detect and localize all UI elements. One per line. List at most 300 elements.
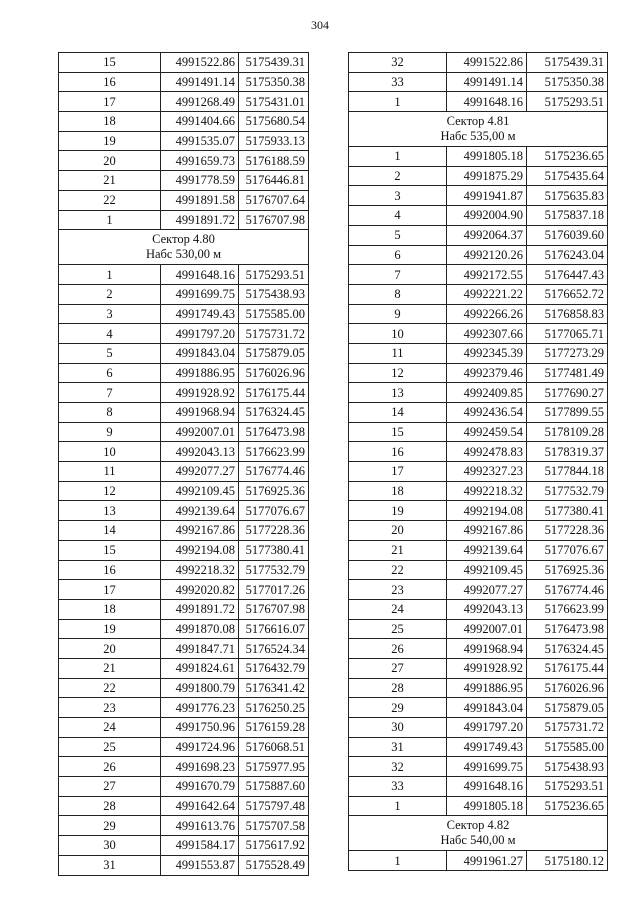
y-coordinate-cell: 5178319.37 [527, 442, 608, 462]
table-row [349, 580, 608, 600]
table-row [59, 737, 309, 757]
table-row [59, 718, 309, 738]
y-coordinate-cell: 5177380.41 [239, 540, 309, 560]
table-row [349, 796, 608, 816]
point-number-cell: 21 [59, 658, 161, 678]
table-row [349, 560, 608, 580]
y-coordinate-cell: 5175528.49 [239, 855, 309, 875]
y-coordinate-cell: 5176159.28 [239, 718, 309, 738]
x-coordinate-cell: 4991553.87 [161, 855, 239, 875]
point-number-cell: 25 [59, 737, 161, 757]
point-number-cell: 19 [349, 501, 447, 521]
table-row [349, 521, 608, 541]
x-coordinate-cell: 4991698.23 [161, 757, 239, 777]
y-coordinate-cell: 5177065.71 [527, 324, 608, 344]
x-coordinate-cell: 4992194.08 [161, 540, 239, 560]
table-row [349, 186, 608, 206]
sector-header-row [349, 816, 608, 851]
point-number-cell: 32 [349, 53, 447, 73]
point-number-cell: 26 [349, 639, 447, 659]
y-coordinate-cell: 5175438.93 [527, 757, 608, 777]
x-coordinate-cell: 4992004.90 [447, 206, 527, 226]
point-number-cell: 7 [349, 265, 447, 285]
left-coordinate-table [58, 52, 308, 876]
table-row [59, 678, 309, 698]
point-number-cell: 5 [59, 343, 161, 363]
x-coordinate-cell: 4992139.64 [161, 501, 239, 521]
point-number-cell: 14 [349, 403, 447, 423]
table-row [349, 757, 608, 777]
point-number-cell: 33 [349, 72, 447, 92]
y-coordinate-cell: 5175887.60 [239, 777, 309, 797]
x-coordinate-cell: 4991886.95 [447, 678, 527, 698]
table-row [59, 72, 309, 92]
x-coordinate-cell: 4991491.14 [161, 72, 239, 92]
x-coordinate-cell: 4992379.46 [447, 363, 527, 383]
y-coordinate-cell: 5175439.31 [527, 53, 608, 73]
point-number-cell: 6 [349, 245, 447, 265]
y-coordinate-cell: 5175236.65 [527, 796, 608, 816]
point-number-cell: 3 [349, 186, 447, 206]
x-coordinate-cell: 4991642.64 [161, 796, 239, 816]
table-row [349, 718, 608, 738]
table-row [349, 481, 608, 501]
coordinate-table [348, 52, 608, 871]
table-row [349, 540, 608, 560]
point-number-cell: 24 [59, 718, 161, 738]
table-row [59, 403, 309, 423]
x-coordinate-cell: 4991268.49 [161, 92, 239, 112]
table-row [59, 422, 309, 442]
y-coordinate-cell: 5175585.00 [239, 304, 309, 324]
y-coordinate-cell: 5176707.64 [239, 190, 309, 210]
point-number-cell: 21 [59, 171, 161, 191]
point-number-cell: 28 [59, 796, 161, 816]
x-coordinate-cell: 4991584.17 [161, 836, 239, 856]
table-row [349, 166, 608, 186]
x-coordinate-cell: 4992043.13 [447, 599, 527, 619]
x-coordinate-cell: 4992459.54 [447, 422, 527, 442]
point-number-cell: 27 [349, 658, 447, 678]
x-coordinate-cell: 4991843.04 [161, 343, 239, 363]
table-row [349, 324, 608, 344]
table-row [59, 324, 309, 344]
table-row [349, 422, 608, 442]
point-number-cell: 21 [349, 540, 447, 560]
point-number-cell: 28 [349, 678, 447, 698]
x-coordinate-cell: 4992266.26 [447, 304, 527, 324]
x-coordinate-cell: 4992409.85 [447, 383, 527, 403]
y-coordinate-cell: 5176858.83 [527, 304, 608, 324]
y-coordinate-cell: 5176623.99 [239, 442, 309, 462]
table-row [59, 855, 309, 875]
table-row [59, 112, 309, 132]
point-number-cell: 1 [349, 796, 447, 816]
point-number-cell: 3 [59, 304, 161, 324]
x-coordinate-cell: 4992020.82 [161, 580, 239, 600]
x-coordinate-cell: 4991843.04 [447, 698, 527, 718]
table-row [59, 171, 309, 191]
point-number-cell: 11 [59, 462, 161, 482]
point-number-cell: 1 [59, 210, 161, 230]
x-coordinate-cell: 4992064.37 [447, 225, 527, 245]
coordinate-table [58, 52, 309, 876]
y-coordinate-cell: 5176774.46 [527, 580, 608, 600]
table-row [349, 658, 608, 678]
x-coordinate-cell: 4991778.59 [161, 171, 239, 191]
table-row [349, 462, 608, 482]
table-row [59, 462, 309, 482]
y-coordinate-cell: 5176473.98 [527, 619, 608, 639]
y-coordinate-cell: 5176324.45 [239, 403, 309, 423]
x-coordinate-cell: 4991870.08 [161, 619, 239, 639]
y-coordinate-cell: 5175585.00 [527, 737, 608, 757]
point-number-cell: 9 [349, 304, 447, 324]
table-row [349, 72, 608, 92]
y-coordinate-cell: 5175439.31 [239, 53, 309, 73]
x-coordinate-cell: 4991613.76 [161, 816, 239, 836]
point-number-cell: 15 [59, 53, 161, 73]
x-coordinate-cell: 4991659.73 [161, 151, 239, 171]
table-row [349, 225, 608, 245]
y-coordinate-cell: 5177532.79 [527, 481, 608, 501]
y-coordinate-cell: 5175879.05 [527, 698, 608, 718]
point-number-cell: 29 [59, 816, 161, 836]
x-coordinate-cell: 4991875.29 [447, 166, 527, 186]
x-coordinate-cell: 4991805.18 [447, 147, 527, 167]
table-row [349, 92, 608, 112]
point-number-cell: 33 [349, 777, 447, 797]
y-coordinate-cell: 5176925.36 [527, 560, 608, 580]
y-coordinate-cell: 5176925.36 [239, 481, 309, 501]
point-number-cell: 1 [59, 265, 161, 285]
x-coordinate-cell: 4991824.61 [161, 658, 239, 678]
x-coordinate-cell: 4992109.45 [447, 560, 527, 580]
x-coordinate-cell: 4992436.54 [447, 403, 527, 423]
point-number-cell: 30 [349, 718, 447, 738]
point-number-cell: 29 [349, 698, 447, 718]
y-coordinate-cell: 5176447.43 [527, 265, 608, 285]
y-coordinate-cell: 5175350.38 [527, 72, 608, 92]
table-row [59, 210, 309, 230]
table-row [59, 777, 309, 797]
point-number-cell: 16 [59, 560, 161, 580]
point-number-cell: 7 [59, 383, 161, 403]
point-number-cell: 30 [59, 836, 161, 856]
point-number-cell: 24 [349, 599, 447, 619]
table-row [349, 619, 608, 639]
y-coordinate-cell: 5176707.98 [239, 599, 309, 619]
x-coordinate-cell: 4991847.71 [161, 639, 239, 659]
table-row [349, 737, 608, 757]
x-coordinate-cell: 4991928.92 [161, 383, 239, 403]
point-number-cell: 2 [59, 284, 161, 304]
table-row [59, 151, 309, 171]
y-coordinate-cell: 5175977.95 [239, 757, 309, 777]
table-row [349, 147, 608, 167]
x-coordinate-cell: 4992194.08 [447, 501, 527, 521]
y-coordinate-cell: 5175731.72 [239, 324, 309, 344]
point-number-cell: 12 [349, 363, 447, 383]
table-row [59, 501, 309, 521]
table-row [349, 639, 608, 659]
y-coordinate-cell: 5176026.96 [239, 363, 309, 383]
table-row [59, 265, 309, 285]
point-number-cell: 22 [59, 190, 161, 210]
sector-title: Сектор 4.82 [446, 818, 510, 833]
table-row [59, 796, 309, 816]
y-coordinate-cell: 5176341.42 [239, 678, 309, 698]
y-coordinate-cell: 5175731.72 [527, 718, 608, 738]
x-coordinate-cell: 4991522.86 [447, 53, 527, 73]
x-coordinate-cell: 4992167.86 [161, 521, 239, 541]
y-coordinate-cell: 5177481.49 [527, 363, 608, 383]
x-coordinate-cell: 4991941.87 [447, 186, 527, 206]
y-coordinate-cell: 5176324.45 [527, 639, 608, 659]
table-row [59, 658, 309, 678]
point-number-cell: 20 [349, 521, 447, 541]
point-number-cell: 16 [349, 442, 447, 462]
x-coordinate-cell: 4992172.55 [447, 265, 527, 285]
x-coordinate-cell: 4991750.96 [161, 718, 239, 738]
x-coordinate-cell: 4991724.96 [161, 737, 239, 757]
y-coordinate-cell: 5175236.65 [527, 147, 608, 167]
x-coordinate-cell: 4991928.92 [447, 658, 527, 678]
table-row [59, 698, 309, 718]
y-coordinate-cell: 5177899.55 [527, 403, 608, 423]
y-coordinate-cell: 5175293.51 [239, 265, 309, 285]
point-number-cell: 4 [59, 324, 161, 344]
y-coordinate-cell: 5175707.58 [239, 816, 309, 836]
x-coordinate-cell: 4992077.27 [161, 462, 239, 482]
y-coordinate-cell: 5175635.83 [527, 186, 608, 206]
y-coordinate-cell: 5176175.44 [239, 383, 309, 403]
page-number: 304 [311, 18, 329, 32]
x-coordinate-cell: 4991491.14 [447, 72, 527, 92]
point-number-cell: 18 [59, 112, 161, 132]
point-number-cell: 5 [349, 225, 447, 245]
x-coordinate-cell: 4991797.20 [161, 324, 239, 344]
x-coordinate-cell: 4991886.95 [161, 363, 239, 383]
y-coordinate-cell: 5175617.92 [239, 836, 309, 856]
y-coordinate-cell: 5175180.12 [527, 851, 608, 871]
sector-title: Сектор 4.80 [152, 232, 215, 247]
point-number-cell: 25 [349, 619, 447, 639]
y-coordinate-cell: 5176175.44 [527, 658, 608, 678]
y-coordinate-cell: 5176068.51 [239, 737, 309, 757]
x-coordinate-cell: 4991749.43 [161, 304, 239, 324]
y-coordinate-cell: 5178109.28 [527, 422, 608, 442]
x-coordinate-cell: 4991648.16 [447, 92, 527, 112]
point-number-cell: 10 [349, 324, 447, 344]
point-number-cell: 8 [59, 403, 161, 423]
table-row [59, 540, 309, 560]
y-coordinate-cell: 5175435.64 [527, 166, 608, 186]
table-row [59, 343, 309, 363]
x-coordinate-cell: 4992007.01 [161, 422, 239, 442]
point-number-cell: 26 [59, 757, 161, 777]
x-coordinate-cell: 4991968.94 [161, 403, 239, 423]
x-coordinate-cell: 4992120.26 [447, 245, 527, 265]
right-coordinate-table [348, 52, 607, 871]
y-coordinate-cell: 5175879.05 [239, 343, 309, 363]
point-number-cell: 13 [349, 383, 447, 403]
x-coordinate-cell: 4992043.13 [161, 442, 239, 462]
table-row [59, 131, 309, 151]
x-coordinate-cell: 4992077.27 [447, 580, 527, 600]
x-coordinate-cell: 4991749.43 [447, 737, 527, 757]
y-coordinate-cell: 5176707.98 [239, 210, 309, 230]
point-number-cell: 13 [59, 501, 161, 521]
point-number-cell: 20 [59, 639, 161, 659]
x-coordinate-cell: 4991522.86 [161, 53, 239, 73]
point-number-cell: 10 [59, 442, 161, 462]
table-row [59, 284, 309, 304]
point-number-cell: 12 [59, 481, 161, 501]
point-number-cell: 31 [59, 855, 161, 875]
y-coordinate-cell: 5176039.60 [527, 225, 608, 245]
sector-header [59, 230, 309, 265]
x-coordinate-cell: 4992218.32 [447, 481, 527, 501]
x-coordinate-cell: 4991800.79 [161, 678, 239, 698]
x-coordinate-cell: 4991648.16 [447, 777, 527, 797]
y-coordinate-cell: 5175680.54 [239, 112, 309, 132]
sector-header [349, 112, 608, 147]
sector-altitude: Набс 540,00 м [440, 833, 516, 848]
table-row [349, 678, 608, 698]
y-coordinate-cell: 5176774.46 [239, 462, 309, 482]
point-number-cell: 1 [349, 147, 447, 167]
y-coordinate-cell: 5177017.26 [239, 580, 309, 600]
table-row [349, 777, 608, 797]
sector-header-row [349, 112, 608, 147]
point-number-cell: 19 [59, 619, 161, 639]
table-row [59, 363, 309, 383]
table-row [349, 284, 608, 304]
y-coordinate-cell: 5176623.99 [527, 599, 608, 619]
y-coordinate-cell: 5176652.72 [527, 284, 608, 304]
x-coordinate-cell: 4992327.23 [447, 462, 527, 482]
sector-altitude: Набс 530,00 м [145, 247, 222, 262]
y-coordinate-cell: 5175933.13 [239, 131, 309, 151]
y-coordinate-cell: 5177273.29 [527, 343, 608, 363]
point-number-cell: 17 [349, 462, 447, 482]
table-row [59, 619, 309, 639]
x-coordinate-cell: 4992007.01 [447, 619, 527, 639]
point-number-cell: 23 [59, 698, 161, 718]
y-coordinate-cell: 5175438.93 [239, 284, 309, 304]
x-coordinate-cell: 4991797.20 [447, 718, 527, 738]
y-coordinate-cell: 5177228.36 [527, 521, 608, 541]
table-row [59, 92, 309, 112]
table-row [59, 836, 309, 856]
x-coordinate-cell: 4992167.86 [447, 521, 527, 541]
y-coordinate-cell: 5176188.59 [239, 151, 309, 171]
table-row [59, 521, 309, 541]
point-number-cell: 1 [349, 92, 447, 112]
x-coordinate-cell: 4991404.66 [161, 112, 239, 132]
point-number-cell: 22 [59, 678, 161, 698]
y-coordinate-cell: 5177532.79 [239, 560, 309, 580]
x-coordinate-cell: 4991776.23 [161, 698, 239, 718]
point-number-cell: 15 [349, 422, 447, 442]
y-coordinate-cell: 5175293.51 [527, 777, 608, 797]
y-coordinate-cell: 5177076.67 [239, 501, 309, 521]
table-row [59, 560, 309, 580]
point-number-cell: 17 [59, 580, 161, 600]
point-number-cell: 6 [59, 363, 161, 383]
table-row [59, 383, 309, 403]
point-number-cell: 15 [59, 540, 161, 560]
point-number-cell: 11 [349, 343, 447, 363]
y-coordinate-cell: 5176473.98 [239, 422, 309, 442]
table-row [59, 53, 309, 73]
table-row [349, 851, 608, 871]
x-coordinate-cell: 4991961.27 [447, 851, 527, 871]
y-coordinate-cell: 5176616.07 [239, 619, 309, 639]
table-row [349, 343, 608, 363]
y-coordinate-cell: 5175431.01 [239, 92, 309, 112]
point-number-cell: 18 [349, 481, 447, 501]
table-row [59, 599, 309, 619]
table-row [349, 265, 608, 285]
x-coordinate-cell: 4992139.64 [447, 540, 527, 560]
y-coordinate-cell: 5175350.38 [239, 72, 309, 92]
point-number-cell: 19 [59, 131, 161, 151]
table-row [59, 442, 309, 462]
table-row [349, 363, 608, 383]
y-coordinate-cell: 5176243.04 [527, 245, 608, 265]
y-coordinate-cell: 5176524.34 [239, 639, 309, 659]
x-coordinate-cell: 4991699.75 [161, 284, 239, 304]
x-coordinate-cell: 4991968.94 [447, 639, 527, 659]
table-row [349, 698, 608, 718]
table-row [59, 816, 309, 836]
y-coordinate-cell: 5177690.27 [527, 383, 608, 403]
point-number-cell: 27 [59, 777, 161, 797]
point-number-cell: 23 [349, 580, 447, 600]
point-number-cell: 22 [349, 560, 447, 580]
point-number-cell: 16 [59, 72, 161, 92]
x-coordinate-cell: 4991891.72 [161, 210, 239, 230]
table-row [349, 245, 608, 265]
point-number-cell: 8 [349, 284, 447, 304]
x-coordinate-cell: 4992345.39 [447, 343, 527, 363]
table-row [349, 599, 608, 619]
y-coordinate-cell: 5175293.51 [527, 92, 608, 112]
table-row [349, 304, 608, 324]
x-coordinate-cell: 4992109.45 [161, 481, 239, 501]
table-row [349, 383, 608, 403]
point-number-cell: 20 [59, 151, 161, 171]
y-coordinate-cell: 5176026.96 [527, 678, 608, 698]
sector-title: Сектор 4.81 [446, 114, 510, 129]
table-row [59, 190, 309, 210]
point-number-cell: 4 [349, 206, 447, 226]
table-row [59, 639, 309, 659]
x-coordinate-cell: 4991891.72 [161, 599, 239, 619]
x-coordinate-cell: 4991670.79 [161, 777, 239, 797]
y-coordinate-cell: 5175837.18 [527, 206, 608, 226]
sector-altitude: Набс 535,00 м [440, 129, 516, 144]
point-number-cell: 17 [59, 92, 161, 112]
point-number-cell: 14 [59, 521, 161, 541]
sector-header [349, 816, 608, 851]
table-row [349, 501, 608, 521]
table-row [349, 53, 608, 73]
x-coordinate-cell: 4991805.18 [447, 796, 527, 816]
y-coordinate-cell: 5175797.48 [239, 796, 309, 816]
